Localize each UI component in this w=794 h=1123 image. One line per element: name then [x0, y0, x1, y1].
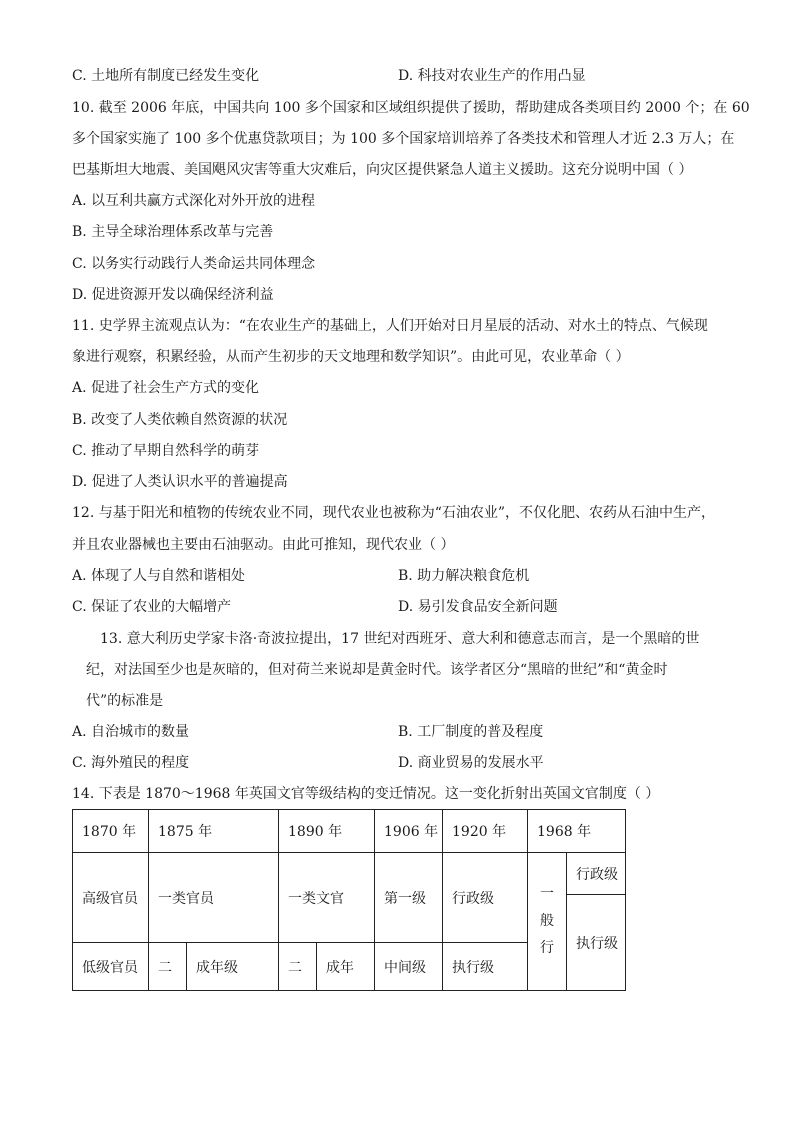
cell-1870-low: 低级官员	[73, 943, 149, 991]
vertical-char-1: 一	[540, 886, 554, 902]
q13-stem-line-3: 代”的标准是	[86, 693, 164, 709]
q11-option-c: C. 推动了早期自然科学的萌芽	[72, 443, 260, 459]
q9-option-d: D. 科技对农业生产的作用凸显	[398, 68, 586, 84]
q13-option-a: A. 自治城市的数量	[72, 724, 190, 740]
header-1875: 1875 年	[149, 810, 279, 853]
q12-option-c: C. 保证了农业的大幅增产	[72, 599, 232, 615]
civil-service-grade-table	[72, 809, 626, 991]
cell-1920-low: 执行级	[443, 943, 528, 991]
q11-option-a: A. 促进了社会生产方式的变化	[72, 380, 260, 396]
cell-1906-low: 中间级	[375, 943, 443, 991]
q13-stem-line-2: 纪，对法国至少也是灰暗的，但对荷兰来说却是黄金时代。该学者区分“黑暗的世纪”和“黄金时	[86, 662, 668, 678]
vertical-char-2: 般	[540, 913, 554, 929]
q14-stem: 14. 下表是 1870～1968 年英国文官等级结构的变迁情况。这一变化折射出英国文官制度（ ）	[72, 786, 660, 802]
q13-stem-line-1: 13. 意大利历史学家卡洛·奇波拉提出，17 世纪对西班牙、意大利和德意志而言，是一个黑暗的世	[100, 631, 700, 647]
q11-stem-line-2: 象进行观察，积累经验，从而产生初步的天文地理和数学知识”。由此可见，农业革命（ ）	[72, 349, 630, 365]
q12-stem-line-2: 并且农业器械也主要由石油驱动。由此可推知，现代农业（ ）	[72, 537, 455, 553]
q10-stem-line-2: 多个国家实施了 100 多个优惠贷款项目；为 100 多个国家培训培养了各类技术和管理人才近 2.3 万人；在	[72, 131, 735, 147]
cell-1968-exec: 执行级	[567, 895, 626, 991]
vertical-general-class-text	[540, 881, 554, 962]
q10-option-a: A. 以互利共赢方式深化对外开放的进程	[72, 193, 316, 209]
q10-option-c: C. 以务实行动践行人类命运共同体理念	[72, 256, 316, 272]
q12-option-a: A. 体现了人与自然和谐相处	[72, 568, 246, 584]
cell-1906-high: 第一级	[375, 853, 443, 943]
q12-option-b: B. 助力解决粮食危机	[398, 568, 530, 584]
header-1968: 1968 年	[528, 810, 626, 853]
cell-1875-grade: 成年级	[187, 943, 279, 991]
cell-1890-grade: 成年	[317, 943, 375, 991]
q9-option-c: C. 土地所有制度已经发生变化	[72, 68, 260, 84]
cell-1875-high: 一类官员	[149, 853, 279, 943]
q13-option-c: C. 海外殖民的程度	[72, 755, 190, 771]
cell-1968-general-class	[528, 853, 567, 991]
q10-stem-line-1: 10. 截至 2006 年底，中国共向 100 多个国家和区域组织提供了援助，帮助建成各类项目约 2000 个；在 60	[72, 100, 750, 116]
q12-stem-line-1: 12. 与基于阳光和植物的传统农业不同，现代农业也被称为“石油农业”，不仅化肥、农药从石油中生产，	[72, 505, 716, 521]
header-1890: 1890 年	[279, 810, 375, 853]
cell-1968-admin: 行政级	[567, 853, 626, 895]
q11-option-b: B. 改变了人类依赖自然资源的状况	[72, 412, 288, 428]
vertical-char-3: 行	[540, 940, 554, 956]
q12-option-d: D. 易引发食品安全新问题	[398, 599, 558, 615]
cell-1875-class: 二	[149, 943, 187, 991]
q13-option-b: B. 工厂制度的普及程度	[398, 724, 544, 740]
q13-option-d: D. 商业贸易的发展水平	[398, 755, 544, 771]
q10-stem-line-3: 巴基斯坦大地震、美国飓风灾害等重大灾难后，向灾区提供紧急人道主义援助。这充分说明中国（ ）	[72, 162, 693, 178]
q10-option-b: B. 主导全球治理体系改革与完善	[72, 224, 274, 240]
table-row-high-a	[73, 853, 626, 895]
q11-stem-line-1: 11. 史学界主流观点认为：“在农业生产的基础上，人们开始对日月星辰的活动、对水土的特点、气候现	[72, 318, 708, 334]
table-header-row	[73, 810, 626, 853]
q11-option-d: D. 促进了人类认识水平的普遍提高	[72, 474, 288, 490]
header-1906: 1906 年	[375, 810, 443, 853]
q10-option-d: D. 促进资源开发以确保经济利益	[72, 287, 274, 303]
header-1920: 1920 年	[443, 810, 528, 853]
cell-1920-high: 行政级	[443, 853, 528, 943]
cell-1870-high: 高级官员	[73, 853, 149, 943]
header-1870: 1870 年	[73, 810, 149, 853]
cell-1890-class: 二	[279, 943, 317, 991]
cell-1890-high: 一类文官	[279, 853, 375, 943]
